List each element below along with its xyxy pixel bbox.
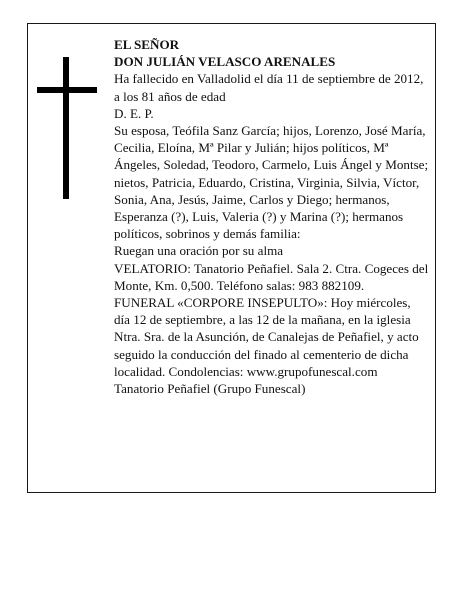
wake-info: VELATORIO: Tanatorio Peñafiel. Sala 2. Ctra. Cogeces del Monte, Km. 0,500. Teléfono salas: 983 882109. (114, 260, 429, 293)
deceased-name: DON JULIÁN VELASCO ARENALES (114, 54, 336, 70)
funeral-home: Tanatorio Peñafiel (Grupo Funescal) (114, 381, 306, 397)
prayer-request: Ruegan una oración por su alma (114, 243, 284, 259)
cross-vertical-bar (63, 57, 69, 199)
cross-icon (37, 57, 97, 199)
rest-in-peace: D. E. P. (114, 105, 154, 121)
family-list: Su esposa, Teófila Sanz García; hijos, Lorenzo, José María, Cecilia, Eloína, Mª Pilar y Julián; hijos políticos, Mª Ángeles, Soledad, Teodoro, Carmelo, Luis Ángel y Montse; nietos, Patricia, Eduardo, Cristina, Virginia, Silvia, Víctor, Sonia, Ana, Jesús, Jaime, Carlos y Diego; hermanos, Esperanza (?), Luis, Valeria (?) y Marina (?); hermanos políticos, sobrinos y demás familia: (114, 123, 429, 242)
cross-horizontal-bar (37, 87, 97, 93)
death-info: Ha fallecido en Valladolid el día 11 de septiembre de 2012, a los 81 años de edad (114, 71, 424, 104)
funeral-info: FUNERAL «CORPORE INSEPULTO»: Hoy miércoles, día 12 de septiembre, a las 12 de la mañana, en la iglesia Ntra. Sra. de la Asunción, de Canalejas de Peñafiel, y acto seguido la conducción del finado al cementerio de dicha localidad. Condolencias: www.grupofunescal.com (114, 295, 419, 379)
notice-text-block (114, 36, 429, 397)
notice-heading: EL SEÑOR (114, 37, 180, 52)
